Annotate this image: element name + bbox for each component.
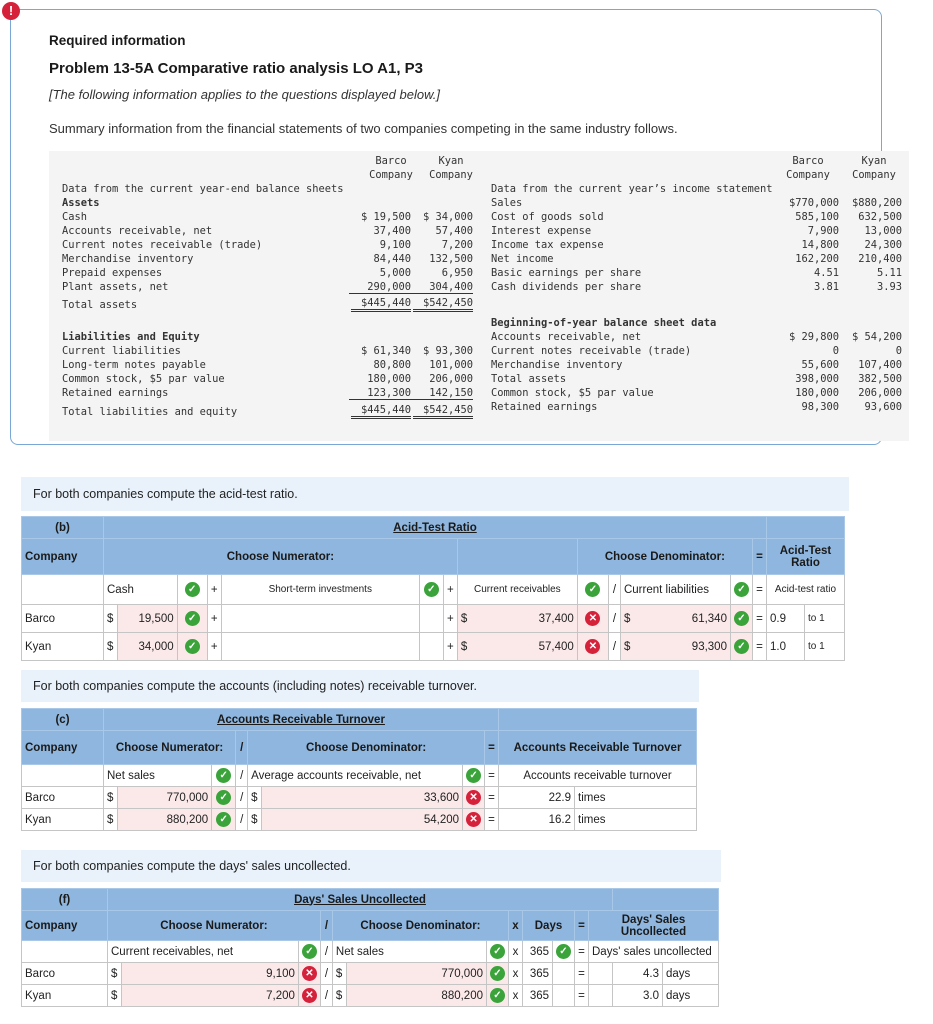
total-assets-barco: $445,440	[351, 297, 411, 312]
liabs-barco: $ 61,340	[360, 345, 411, 357]
boy_rows-label: Current notes receivable (trade)	[491, 345, 692, 357]
is_rows-kyan: 24,300	[864, 239, 902, 251]
days-sales-uncollected-table: (f) Days' Sales Uncollected Company Choose Numerator: / Choose Denominator: x Days = Days' Sales Uncollected Current receivables, net ✓ / Net sales ✓ x 365 ✓ = Days' sales uncollected Barco $ 9,100 ✕ / $ 770,000 ✓ x 365 = 4.3 days Kyan $ 7,200 ✕ / $ 880,200 ✓ x 365 = 3.0 days	[21, 888, 719, 1007]
divide-sign: /	[608, 575, 620, 605]
summary-text: Summary information from the financial statements of two companies competing in the same industry follows.	[49, 121, 678, 136]
instruction-f: For both companies compute the days' sales uncollected.	[21, 850, 721, 882]
total-assets-kyan: $542,450	[413, 297, 473, 312]
plus-sign: +	[443, 633, 457, 661]
incorrect-icon: ✕	[302, 988, 317, 1003]
is_rows-kyan: 5.11	[876, 267, 902, 279]
dollar-sign: $	[332, 963, 346, 985]
equals-header: =	[753, 539, 767, 575]
dsu-value: 3.0	[613, 985, 663, 1007]
check-icon: ✓	[216, 790, 231, 805]
company-header: Company	[22, 731, 104, 765]
incorrect-icon: ✕	[302, 966, 317, 981]
net-sales-input[interactable]: 880,200	[346, 985, 486, 1007]
liabs-label: Long-term notes payable	[62, 359, 206, 371]
times-label: times	[575, 787, 697, 809]
boy_rows-kyan: 206,000	[858, 387, 902, 399]
financial-data-table	[49, 151, 909, 441]
times-sign: x	[509, 963, 523, 985]
avg-accounts-receivable-select[interactable]: Average accounts receivable, net	[248, 765, 463, 787]
assets-label: Merchandise inventory	[62, 253, 194, 265]
assets-kyan: 57,400	[435, 225, 473, 237]
choose-numerator-header: Choose Numerator:	[108, 911, 321, 941]
check-icon: ✓	[302, 944, 317, 959]
assets-barco: 84,440	[373, 253, 411, 265]
ar-turnover-result-header: Accounts Receivable Turnover	[499, 731, 697, 765]
choose-denominator-header: Choose Denominator:	[332, 911, 508, 941]
liabs-label: Common stock, $5 par value	[62, 373, 225, 385]
info-note: [The following information applies to the questions displayed below.]	[49, 87, 440, 102]
liabilities-title: Liabilities and Equity	[62, 331, 200, 343]
acid-test-ratio-value: 1.0	[767, 633, 805, 661]
dollar-sign: $	[104, 633, 118, 661]
company-header: Company	[22, 911, 108, 941]
assets-kyan: 7,200	[441, 239, 473, 251]
is_rows-kyan: $880,200	[851, 197, 902, 209]
boy_rows-kyan: 382,500	[858, 373, 902, 385]
is_rows-label: Net income	[491, 253, 554, 265]
acid-test-ratio-label: Acid-test ratio	[767, 575, 845, 605]
check-icon: ✓	[185, 639, 200, 654]
liabs-barco: 180,000	[367, 373, 411, 385]
assets-barco: 9,100	[379, 239, 411, 251]
incorrect-icon: ✕	[466, 790, 481, 805]
dollar-sign: $	[332, 985, 346, 1007]
choose-denominator-header: Choose Denominator:	[248, 731, 485, 765]
company-name: Kyan	[22, 985, 108, 1007]
incorrect-icon: ✕	[585, 639, 600, 654]
acid-test-result-header: Acid-Test Ratio	[767, 539, 845, 575]
dollar-sign: $	[108, 963, 122, 985]
col-barco: Barco	[375, 155, 407, 167]
acid-test-title: Acid-Test Ratio	[104, 517, 767, 539]
check-icon: ✓	[490, 966, 505, 981]
total-liab-kyan: $542,450	[413, 404, 473, 419]
equals-sign: =	[753, 575, 767, 605]
check-icon: ✓	[734, 582, 749, 597]
plus-sign: +	[207, 575, 221, 605]
current-receivables-input[interactable]: 7,200	[122, 985, 299, 1007]
choose-numerator-header: Choose Numerator:	[104, 731, 236, 765]
is_rows-kyan: 13,000	[864, 225, 902, 237]
check-icon: ✓	[490, 944, 505, 959]
liabs-kyan: $ 93,300	[422, 345, 473, 357]
ar-turnover-label: Accounts receivable turnover	[499, 765, 697, 787]
assets-kyan: 132,500	[429, 253, 473, 265]
net-sales-input[interactable]: 880,200	[118, 809, 212, 831]
assets-barco: 37,400	[373, 225, 411, 237]
required-info-title: Required information	[49, 33, 186, 48]
days-header: Days	[523, 911, 575, 941]
times-sign: x	[509, 985, 523, 1007]
col-company: Company	[852, 169, 896, 181]
dsu-title: Days' Sales Uncollected	[108, 889, 613, 911]
dollar-sign: $	[104, 605, 118, 633]
incorrect-icon: ✕	[585, 611, 600, 626]
is_rows-label: Sales	[491, 197, 523, 209]
instruction-c: For both companies compute the accounts (including notes) receivable turnover.	[21, 670, 699, 702]
choose-numerator-header: Choose Numerator:	[104, 539, 458, 575]
instruction-b: For both companies compute the acid-test ratio.	[21, 477, 849, 511]
dsu-result-header: Days' Sales Uncollected	[589, 911, 719, 941]
check-icon: ✓	[556, 944, 571, 959]
problem-title: Problem 13-5A Comparative ratio analysis LO A1, P3	[49, 60, 424, 77]
boy_rows-barco: 398,000	[795, 373, 839, 385]
company-name: Barco	[22, 605, 104, 633]
incorrect-icon: ✕	[466, 812, 481, 827]
part-label: (c)	[22, 709, 104, 731]
days-unit-label: days	[663, 985, 719, 1007]
times-sign: x	[509, 941, 523, 963]
boy_rows-barco: 55,600	[801, 359, 839, 371]
balance-sheet-title: Data from the current year-end balance sheets	[62, 183, 344, 195]
ar-turnover-value: 16.2	[499, 809, 575, 831]
company-name: Kyan	[22, 633, 104, 661]
dsu-label: Days' sales uncollected	[589, 941, 719, 963]
current-liabilities-input[interactable]: $ 61,340	[620, 605, 730, 633]
equals-sign: =	[753, 633, 767, 661]
assets-kyan: 304,400	[411, 281, 473, 294]
assets-barco: 290,000	[349, 281, 411, 294]
company-name: Kyan	[22, 809, 104, 831]
boy_rows-kyan: $ 54,200	[851, 331, 902, 343]
col-kyan: Kyan	[438, 155, 464, 167]
check-icon: ✓	[734, 639, 749, 654]
alert-icon: !	[2, 2, 20, 20]
assets-barco: 5,000	[379, 267, 411, 279]
cash-select[interactable]: Cash	[104, 575, 178, 605]
is_rows-barco: 585,100	[795, 211, 839, 223]
check-icon: ✓	[466, 768, 481, 783]
boy_rows-label: Total assets	[491, 373, 567, 385]
plus-sign: +	[443, 605, 457, 633]
check-icon: ✓	[185, 611, 200, 626]
assets-label: Plant assets, net	[62, 281, 169, 293]
dsu-value: 4.3	[613, 963, 663, 985]
net-sales-select[interactable]: Net sales	[104, 765, 212, 787]
boy_rows-barco: 180,000	[795, 387, 839, 399]
dollar-sign: $	[104, 809, 118, 831]
assets-barco: $ 19,500	[360, 211, 411, 223]
check-icon: ✓	[216, 768, 231, 783]
days-value: 365	[523, 963, 553, 985]
is_rows-barco: 162,200	[795, 253, 839, 265]
times-label: times	[575, 809, 697, 831]
col-barco-right: Barco	[792, 155, 824, 167]
part-label: (f)	[22, 889, 108, 911]
cash-input[interactable]: 19,500	[118, 605, 178, 633]
ar-turnover-title: Accounts Receivable Turnover	[104, 709, 499, 731]
check-icon: ✓	[734, 611, 749, 626]
boy_rows-label: Merchandise inventory	[491, 359, 623, 371]
to-one-label: to 1	[805, 605, 845, 633]
is_rows-kyan: 632,500	[858, 211, 902, 223]
total-liab-label: Total liabilities and equity	[62, 406, 238, 418]
assets-label: Cash	[62, 211, 88, 223]
plus-sign: +	[207, 605, 221, 633]
col-company: Company	[369, 169, 413, 181]
boy-title: Beginning-of-year balance sheet data	[491, 317, 717, 329]
liabs-kyan: 101,000	[429, 359, 473, 371]
dollar-sign: $	[108, 985, 122, 1007]
avg-ar-input[interactable]: 54,200	[262, 809, 463, 831]
part-label: (b)	[22, 517, 104, 539]
current-liabilities-input[interactable]: $ 93,300	[620, 633, 730, 661]
boy_rows-kyan: 93,600	[864, 401, 902, 413]
net-sales-select[interactable]: Net sales	[332, 941, 486, 963]
check-icon: ✓	[185, 582, 200, 597]
liabs-label: Retained earnings	[62, 387, 169, 399]
liabs-barco: 123,300	[349, 387, 411, 400]
check-icon: ✓	[424, 582, 439, 597]
short-term-investments-select[interactable]: Short-term investments	[221, 575, 419, 605]
col-kyan-right: Kyan	[861, 155, 887, 167]
liabs-kyan: 142,150	[411, 387, 473, 400]
company-header: Company	[22, 539, 104, 575]
liabs-label: Current liabilities	[62, 345, 181, 357]
net-sales-input[interactable]: 770,000	[346, 963, 486, 985]
is_rows-kyan: 3.93	[876, 281, 902, 293]
is_rows-barco: 3.81	[813, 281, 839, 293]
company-name: Barco	[22, 963, 108, 985]
days-365-select[interactable]: 365	[523, 941, 553, 963]
is_rows-barco: 14,800	[801, 239, 839, 251]
current-liabilities-select[interactable]: Current liabilities	[620, 575, 730, 605]
assets-title: Assets	[62, 197, 100, 209]
total-liab-barco: $445,440	[351, 404, 411, 419]
boy_rows-label: Retained earnings	[491, 401, 598, 413]
assets-label: Current notes receivable (trade)	[62, 239, 263, 251]
is_rows-label: Cash dividends per share	[491, 281, 642, 293]
is_rows-kyan: 210,400	[858, 253, 902, 265]
dollar-sign: $	[104, 787, 118, 809]
equals-sign: =	[753, 605, 767, 633]
divide-sign: /	[608, 605, 620, 633]
short-term-investments-input[interactable]	[221, 633, 419, 661]
col-company: Company	[429, 169, 473, 181]
is_rows-label: Cost of goods sold	[491, 211, 604, 223]
liabs-kyan: 206,000	[429, 373, 473, 385]
company-name: Barco	[22, 787, 104, 809]
boy_rows-label: Common stock, $5 par value	[491, 387, 654, 399]
current-receivables-input[interactable]: 9,100	[122, 963, 299, 985]
plus-sign: +	[207, 633, 221, 661]
choose-denominator-header: Choose Denominator:	[577, 539, 752, 575]
check-icon: ✓	[216, 812, 231, 827]
boy_rows-kyan: 107,400	[858, 359, 902, 371]
is_rows-label: Income tax expense	[491, 239, 604, 251]
ar-turnover-table: (c) Accounts Receivable Turnover Company Choose Numerator: / Choose Denominator: = Accounts Receivable Turnover Net sales ✓ / Average accounts receivable, net ✓ = Accounts receivable turnover Barco $ 770,000 ✓ / $ 33,600 ✕ = 22.9 times Kyan $ 880,200 ✓ / $ 54,200 ✕ = 16.2 times	[21, 708, 697, 831]
to-one-label: to 1	[805, 633, 845, 661]
liabs-barco: 80,800	[373, 359, 411, 371]
is_rows-barco: 4.51	[813, 267, 839, 279]
net-sales-input[interactable]: 770,000	[118, 787, 212, 809]
plus-sign: +	[443, 575, 457, 605]
is_rows-barco: 7,900	[807, 225, 839, 237]
short-term-investments-input[interactable]	[221, 605, 419, 633]
check-icon: ✓	[585, 582, 600, 597]
assets-label: Prepaid expenses	[62, 267, 163, 279]
boy_rows-label: Accounts receivable, net	[491, 331, 642, 343]
cash-input[interactable]: 34,000	[118, 633, 178, 661]
acid-test-table	[21, 516, 845, 661]
boy_rows-barco: 0	[832, 345, 839, 357]
current-receivables-select[interactable]: Current receivables	[457, 575, 577, 605]
days-unit-label: days	[663, 963, 719, 985]
current-receivables-input[interactable]: $ 37,400	[457, 605, 577, 633]
dollar-sign: $	[248, 809, 262, 831]
current-receivables-select[interactable]: Current receivables, net	[108, 941, 299, 963]
boy_rows-kyan: 0	[895, 345, 902, 357]
avg-ar-input[interactable]: 33,600	[262, 787, 463, 809]
check-icon: ✓	[490, 988, 505, 1003]
is_rows-barco: $770,000	[788, 197, 839, 209]
income-statement-title: Data from the current year’s income statement	[491, 183, 773, 195]
is_rows-label: Basic earnings per share	[491, 267, 642, 279]
acid-test-ratio-value: 0.9	[767, 605, 805, 633]
ar-turnover-value: 22.9	[499, 787, 575, 809]
divide-sign: /	[608, 633, 620, 661]
boy_rows-barco: $ 29,800	[788, 331, 839, 343]
assets-kyan: $ 34,000	[422, 211, 473, 223]
assets-kyan: 6,950	[441, 267, 473, 279]
dollar-sign: $	[248, 787, 262, 809]
boy_rows-barco: 98,300	[801, 401, 839, 413]
total-assets-label: Total assets	[62, 299, 138, 311]
assets-label: Accounts receivable, net	[62, 225, 213, 237]
times-sign: x	[509, 911, 523, 941]
is_rows-label: Interest expense	[491, 225, 592, 237]
days-value: 365	[523, 985, 553, 1007]
col-company: Company	[786, 169, 830, 181]
current-receivables-input[interactable]: $ 57,400	[457, 633, 577, 661]
